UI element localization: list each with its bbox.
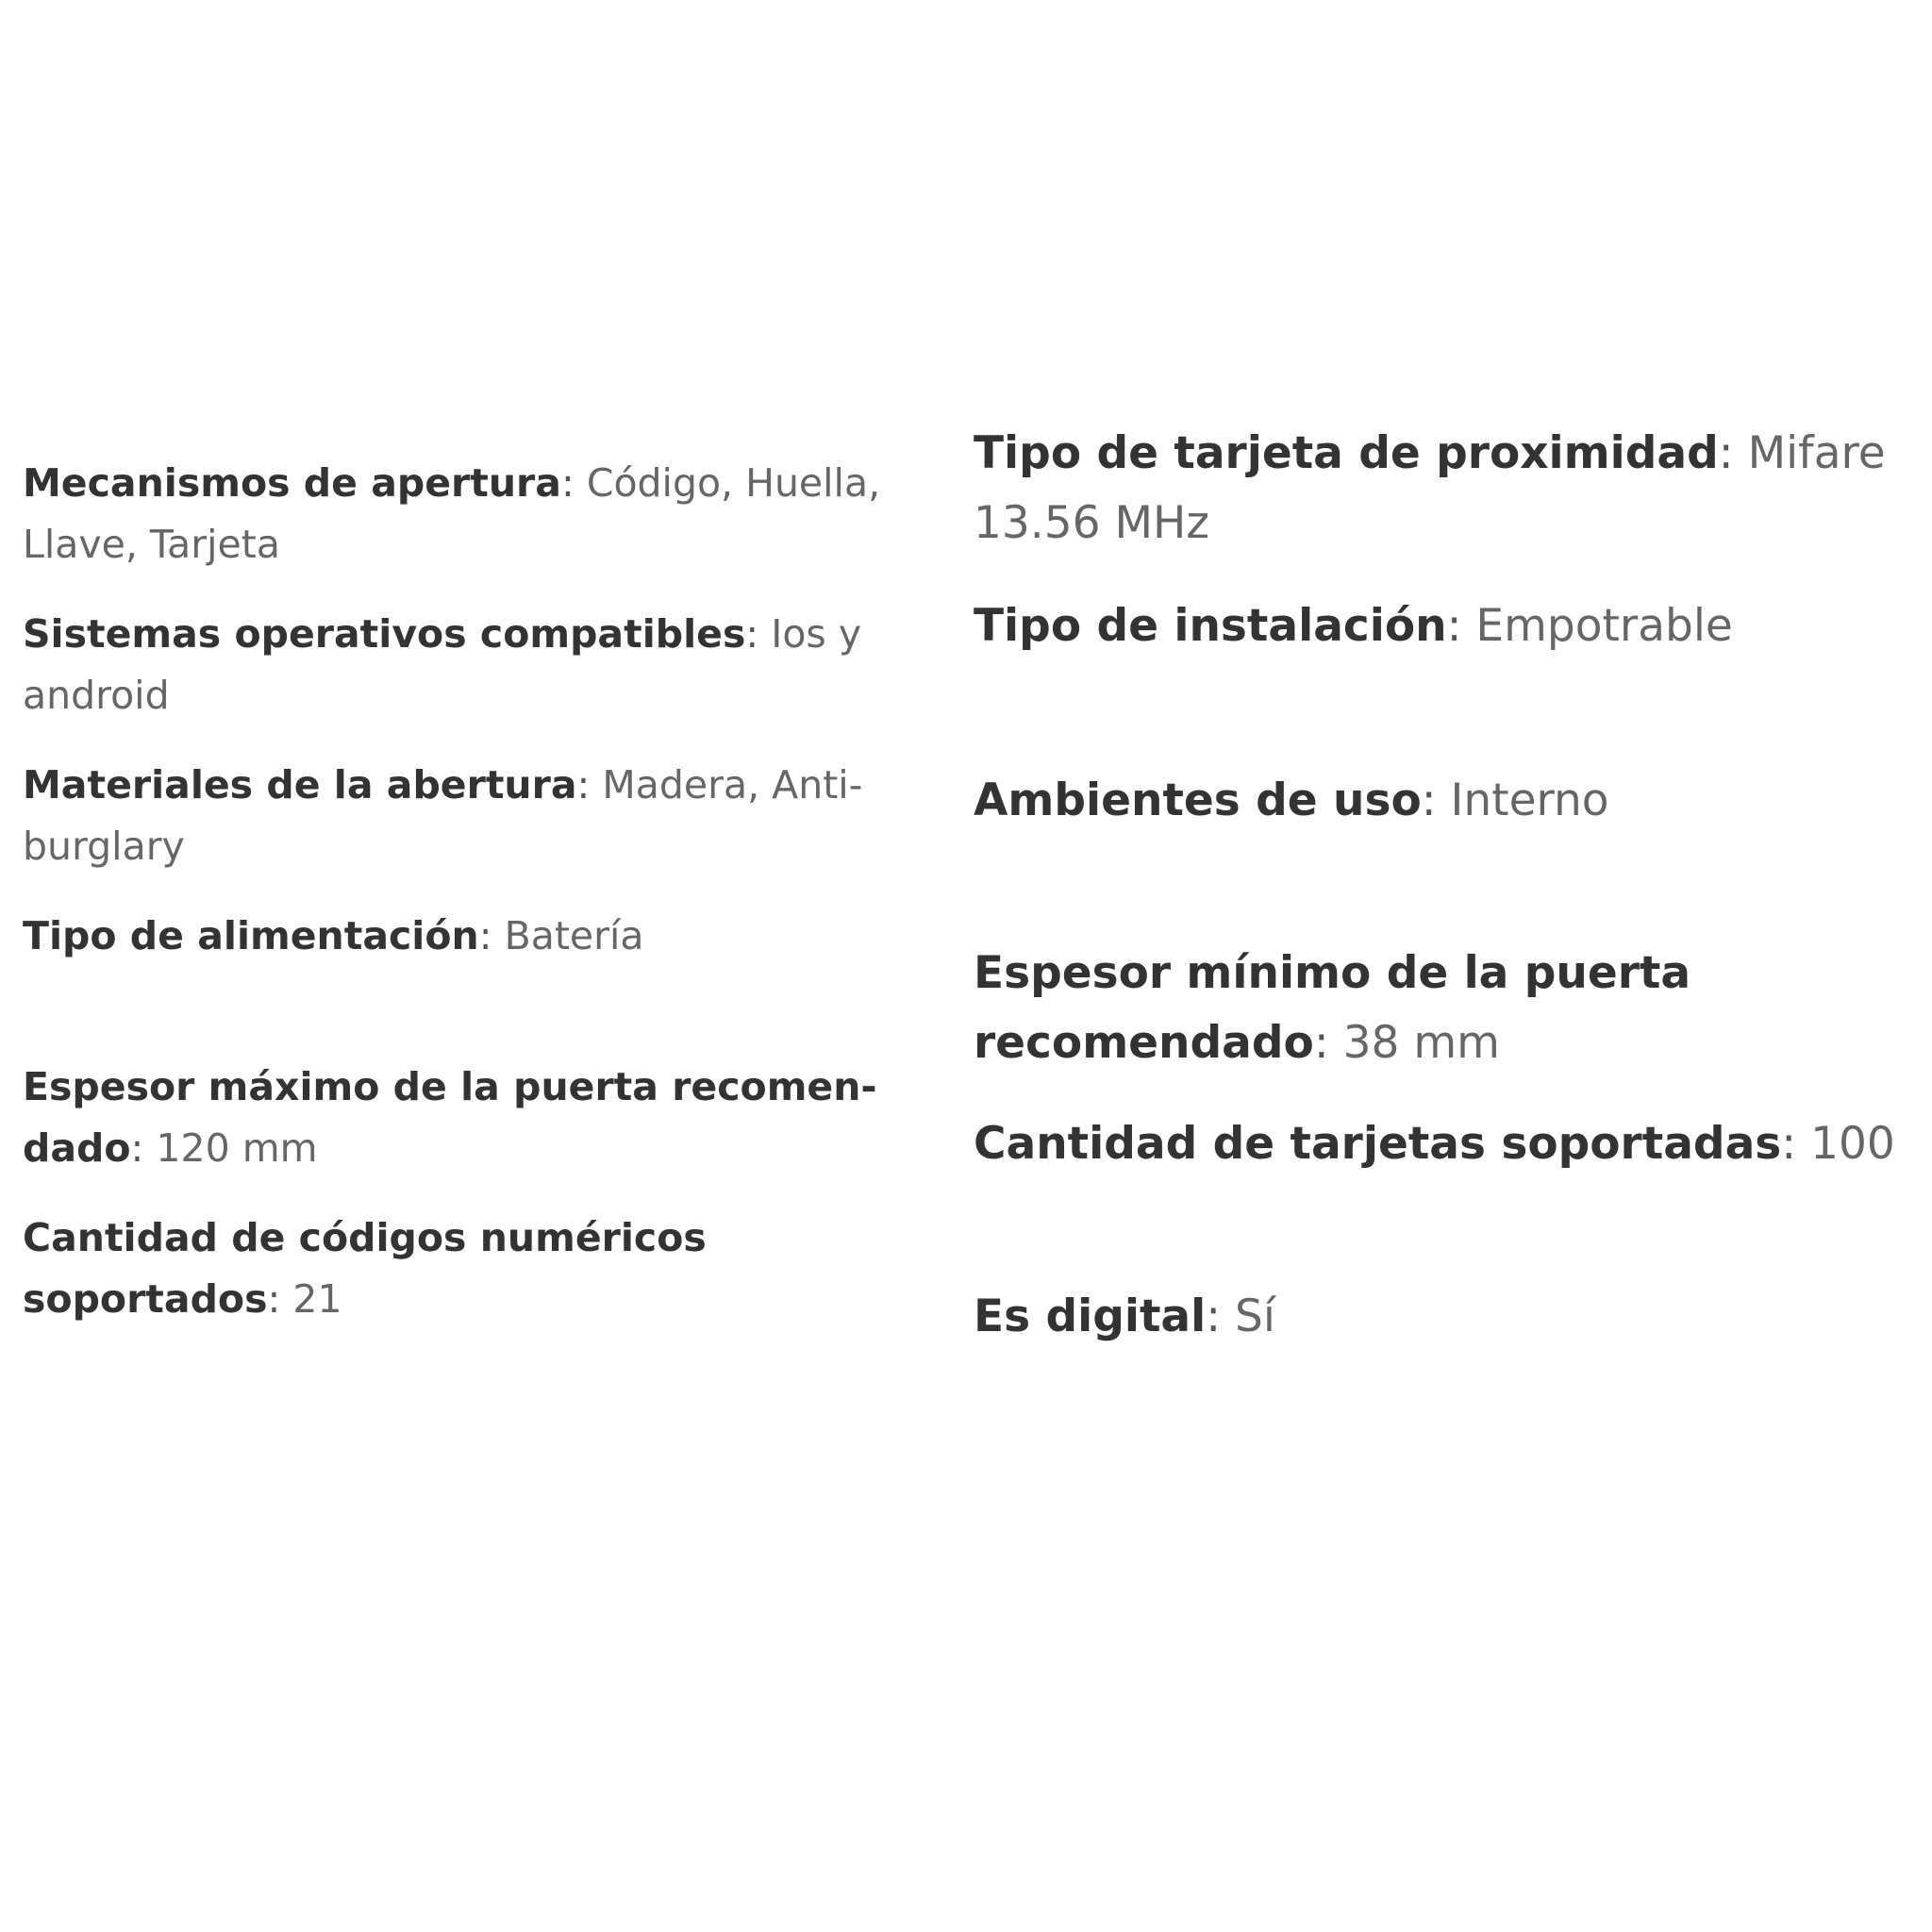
spec-separator: : bbox=[1718, 427, 1734, 479]
spec-label: Cantidad de códigos numéricos soportados bbox=[23, 1215, 707, 1322]
spec-value: 120 mm bbox=[156, 1124, 318, 1171]
spec-value: Batería bbox=[504, 913, 644, 958]
spec-label: Tipo de instalación bbox=[974, 600, 1447, 652]
spec-usage-environments bbox=[974, 766, 1907, 836]
spec-label: Cantidad de tarjetas soportadas bbox=[974, 1118, 1782, 1170]
spec-min-door-thickness bbox=[974, 939, 1907, 1079]
spec-separator: : bbox=[267, 1275, 281, 1322]
spec-separator: : bbox=[576, 762, 591, 808]
spec-numeric-codes-supported bbox=[23, 1208, 891, 1330]
spec-label: Espesor máximo de la puerta recomendado bbox=[23, 1064, 877, 1171]
spec-power-type bbox=[23, 906, 891, 967]
spec-value: Ios y android bbox=[23, 611, 862, 718]
spec-label: Ambientes de uso bbox=[974, 774, 1422, 826]
spec-cards-supported bbox=[974, 1109, 1907, 1179]
spec-label: Espesor mínimo de la puerta recomendado bbox=[974, 947, 1691, 1070]
spec-value: Mifare 13.56 MHz bbox=[974, 427, 1886, 550]
spec-separator: : bbox=[745, 611, 759, 657]
spec-separator: : bbox=[478, 913, 492, 958]
spec-value: Empotrable bbox=[1475, 600, 1733, 652]
spec-separator: : bbox=[1446, 600, 1462, 652]
spec-label: Tipo de alimentación bbox=[23, 913, 479, 958]
spec-separator: : bbox=[1421, 774, 1437, 826]
spec-opening-mechanisms bbox=[23, 453, 891, 575]
spec-separator: : bbox=[1313, 1017, 1329, 1070]
spec-installation-type bbox=[974, 591, 1907, 661]
spec-value: Sí bbox=[1235, 1291, 1275, 1342]
spec-value: Madera, Anti-burglary bbox=[23, 762, 863, 869]
spec-compatible-os bbox=[23, 604, 891, 726]
spec-value: Interno bbox=[1450, 774, 1609, 826]
spec-opening-materials bbox=[23, 755, 891, 877]
spec-label: Es digital bbox=[974, 1291, 1207, 1342]
spec-separator: : bbox=[1781, 1118, 1797, 1170]
spec-label: Tipo de tarjeta de proximidad bbox=[974, 427, 1719, 479]
spec-label: Sistemas operativos compatibles bbox=[23, 611, 746, 657]
spec-label: Materiales de la abertura bbox=[23, 762, 577, 808]
spec-separator: : bbox=[130, 1124, 144, 1171]
spec-is-digital bbox=[974, 1282, 1907, 1352]
spec-value: 21 bbox=[292, 1275, 342, 1322]
spec-value: 38 mm bbox=[1342, 1017, 1500, 1070]
spec-value: Código, Huella, Llave, Tarjeta bbox=[23, 460, 881, 567]
spec-proximity-card-type bbox=[974, 419, 1907, 559]
spec-separator: : bbox=[1206, 1291, 1222, 1342]
spec-separator: : bbox=[560, 460, 575, 506]
spec-max-door-thickness bbox=[23, 1057, 891, 1179]
spec-label: Mecanismos de apertura bbox=[23, 460, 561, 506]
spec-value: 100 bbox=[1810, 1118, 1895, 1170]
